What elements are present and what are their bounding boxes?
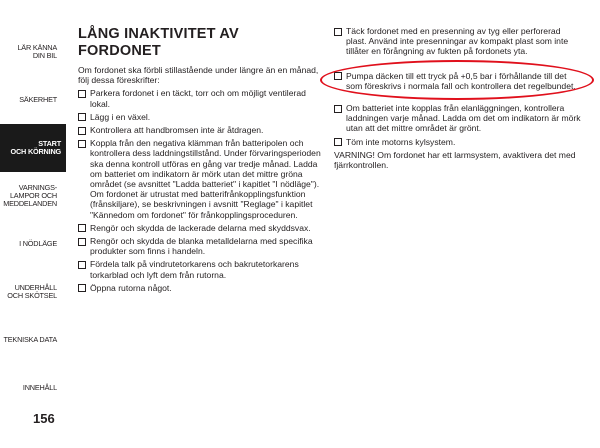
warning-paragraph: VARNING! Om fordonet har ett larmsystem, avaktivera det med fjärrkontrollen. xyxy=(334,149,576,171)
intro-paragraph: Om fordonet ska förbli stillastående under längre än en månad, följ dessa föreskrifter: xyxy=(78,65,319,86)
checkbox-bullet-icon xyxy=(334,28,342,36)
list-item-text: Fördela talk på vindrutetorkarens och bakrutetorkarens torkarblad och lyft dem från rutorna. xyxy=(90,259,299,280)
checkbox-bullet-icon xyxy=(78,238,86,246)
checkbox-bullet-icon xyxy=(78,284,86,292)
list-item xyxy=(78,223,323,233)
list-item-text: Om batteriet inte kopplas från elanläggningen, kontrollera laddningen varje månad. Ladda om det om indikatorn är mörk utan att det mittre området är grönt. xyxy=(346,103,581,134)
checkbox-bullet-icon xyxy=(78,127,86,135)
checkbox-bullet-icon xyxy=(78,261,86,269)
chapter-tab-lar-kanna[interactable] xyxy=(0,28,62,76)
checkbox-bullet-icon xyxy=(78,90,86,98)
list-item-text: Lägg i en växel. xyxy=(90,111,151,122)
list-item xyxy=(78,112,323,122)
list-item xyxy=(334,103,582,134)
checkbox-bullet-icon xyxy=(334,72,342,80)
list-item-text: Rengör och skydda de lackerade delarna med skyddsvax. xyxy=(90,222,311,233)
chapter-tab-i-nodlage[interactable] xyxy=(0,220,62,268)
list-item-text: Kontrollera att handbromsen inte är åtdragen. xyxy=(90,125,264,136)
list-item xyxy=(334,137,582,147)
chapter-tab-label: VARNINGS- LAMPOR OCH MEDDELANDEN xyxy=(3,183,57,208)
chapter-tab-label: SÄKERHET xyxy=(19,95,57,104)
list-item-text: Täck fordonet med en presenning av tyg eller perforerad plast. Använd inte presenningar av kompakt plast som inte tillåter en förångning av fukten på fordonets yta. xyxy=(346,26,569,57)
checkbox-bullet-icon xyxy=(334,105,342,113)
chapter-tab-sakerhet[interactable] xyxy=(0,76,62,124)
section-title: LÅNG INAKTIVITET AV FORDONET xyxy=(78,26,239,59)
list-item xyxy=(78,138,323,220)
list-item-text: Pumpa däcken till ett tryck på +0,5 bar i förhållande till det som föreskrivs i normala fall och kontrollera det regelbundet. xyxy=(346,70,576,91)
list-item-text: Töm inte motorns kylsystem. xyxy=(346,136,456,147)
chapter-tab-start-och-korning[interactable] xyxy=(0,124,66,172)
chapter-tab-varningslampor[interactable] xyxy=(0,172,62,220)
chapter-tab-label: I NÖDLÄGE xyxy=(19,239,57,248)
checkbox-bullet-icon xyxy=(334,138,342,146)
chapter-tab-label: TEKNISKA DATA xyxy=(3,335,57,344)
chapter-tab-tekniska-data[interactable] xyxy=(0,316,62,364)
chapter-tab-label: UNDERHÅLL OCH SKÖTSEL xyxy=(7,283,57,300)
left-column xyxy=(78,26,323,296)
list-item xyxy=(78,125,323,135)
chapter-tab-label: INNEHÅLL xyxy=(22,383,57,392)
chapter-sidebar xyxy=(0,28,68,412)
checkbox-bullet-icon xyxy=(78,113,86,121)
list-item-tire-pressure xyxy=(334,71,582,91)
list-item-text: Koppla från den negativa klämman från batteripolen och kontrollera dess laddningstillstånd. Under förvaringsperioden ska denna kontroll utföras en gång var tredje månad. Ladda om batteriet om indikatorn är mörk utan det mittre gröna området (se avsnittet "Ladda batteriet" i kapitlet "I nödläge"). Om fordonet är utrustat med batterifrånkopplingsfunktion (frånskiljare), se beskrivningen i avsnitt "Reglage" i kapitlet "Kännedom om fordonet" för frånkopplingsproceduren. xyxy=(90,138,321,220)
list-item-text: Rengör och skydda de blanka metalldelarna med specifika produkter som finns i handeln. xyxy=(90,236,313,257)
list-item xyxy=(78,283,323,293)
chapter-tab-innehall[interactable] xyxy=(0,364,62,412)
checkbox-bullet-icon xyxy=(78,224,86,232)
list-item-text: Parkera fordonet i en täckt, torr och om möjligt ventilerad lokal. xyxy=(90,88,306,109)
chapter-tab-label: START OCH KÖRNING xyxy=(10,139,61,156)
chapter-tab-label: LÄR KÄNNA DIN BIL xyxy=(17,43,57,60)
list-item xyxy=(78,88,323,108)
chapter-tab-underhall[interactable] xyxy=(0,268,62,316)
list-item-text: Öppna rutorna något. xyxy=(90,282,172,293)
right-column xyxy=(334,26,582,173)
checkbox-bullet-icon xyxy=(78,140,86,148)
page-number: 156 xyxy=(33,411,55,426)
list-item xyxy=(78,236,323,256)
list-item xyxy=(334,26,582,57)
list-item xyxy=(78,259,323,279)
